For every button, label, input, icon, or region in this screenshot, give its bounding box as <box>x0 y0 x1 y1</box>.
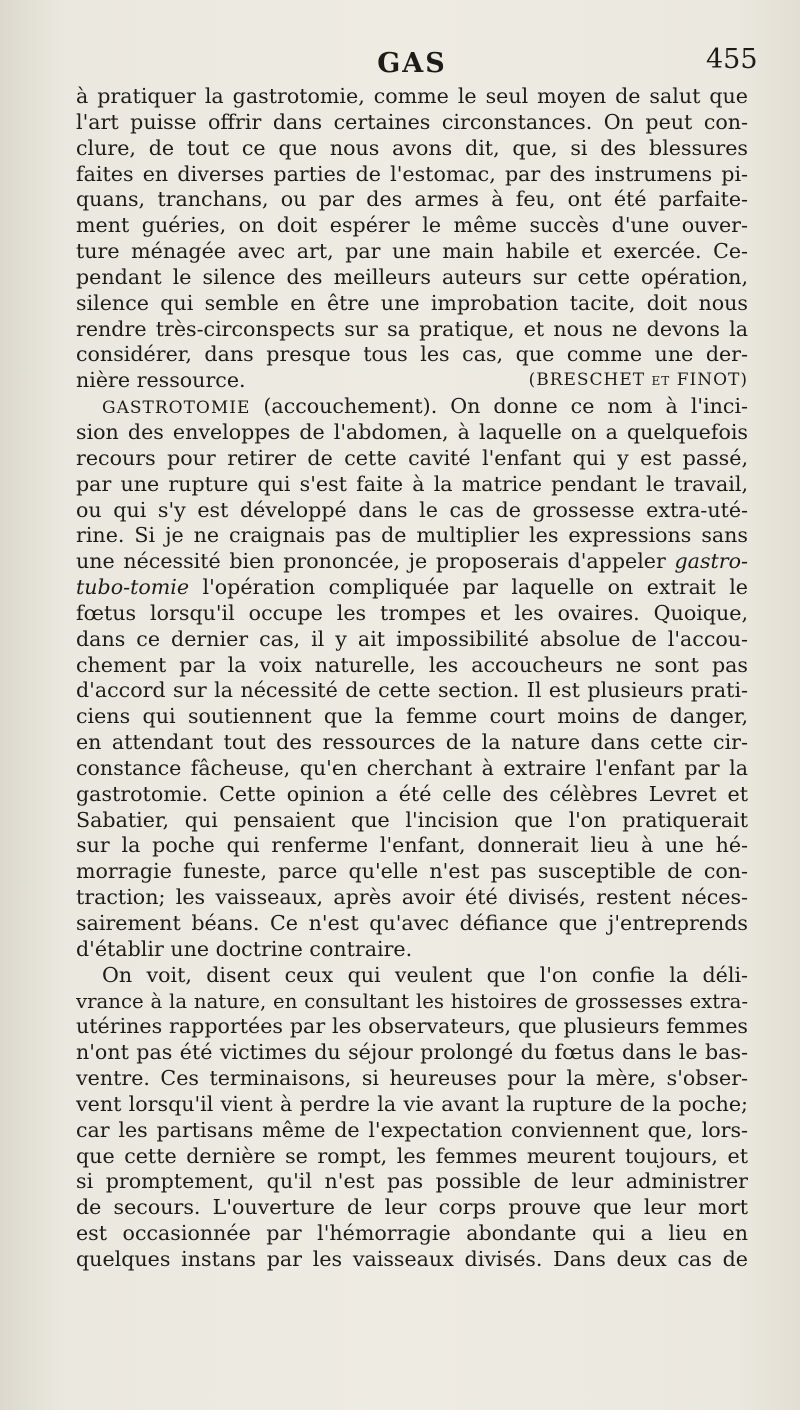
text-fragment: l'opération compliquée par laquelle on extrait le <box>189 575 748 600</box>
body-text <box>76 84 748 1273</box>
text-line: traction; les vaisseaux, après avoir été divisés, restent néces- <box>76 885 748 910</box>
running-head: GAS <box>377 48 447 79</box>
text-line: car les partisans même de l'expectation conviennent que, lors- <box>76 1117 748 1142</box>
page-header <box>0 44 800 84</box>
text-line: clure, de tout ce que nous avons dit, que, si des blessures <box>76 135 748 160</box>
text-line: d'établir une doctrine contraire. <box>76 936 413 961</box>
text-line: constance fâcheuse, qu'en cherchant à extraire l'enfant par la <box>76 755 748 780</box>
text-line: vrance à la nature, en consultant les histoires de grossesses extra- <box>76 989 748 1013</box>
text-line: quelques instans par les vaisseaux divisés. Dans deux cas de <box>76 1246 748 1271</box>
text-line: en attendant tout des ressources de la nature dans cette cir- <box>76 730 748 755</box>
text-line: sairement béans. Ce n'est qu'avec défiance que j'entreprends <box>76 911 748 935</box>
text-line: chement par la voix naturelle, les accoucheurs ne sont pas <box>76 652 748 677</box>
text-line: recours pour retirer de cette cavité l'enfant qui y est passé, <box>76 445 748 470</box>
entry-first-line <box>76 394 748 420</box>
text-line: vent lorsqu'il vient à perdre la vie avant la rupture de la poche; <box>76 1091 748 1116</box>
text-line: quans, tranchans, ou par des armes à feu, ont été parfaite- <box>76 187 748 212</box>
italic-term: gastro- <box>674 549 748 574</box>
text-line: ciens qui soutiennent que la femme court moins de danger, <box>76 704 748 729</box>
text-line: gastrotomie. Cette opinion a été celle des célèbres Levret et <box>76 781 748 806</box>
text-line-italic-term <box>76 575 748 601</box>
page-number: 455 <box>706 44 758 75</box>
text-line: ventre. Ces terminaisons, si heureuses pour la mère, s'obser- <box>76 1066 748 1091</box>
text-line: faites en diverses parties de l'estomac, par des instrumens pi- <box>76 161 748 186</box>
text-line: ou qui s'y est développé dans le cas de grossesse extra-uté- <box>76 497 748 522</box>
text-line: que cette dernière se rompt, les femmes meurent toujours, et <box>76 1143 748 1168</box>
italic-term: tubo-tomie <box>76 575 190 600</box>
text-line: silence qui semble en être une improbation tacite, doit nous <box>76 290 748 315</box>
text-line: fœtus lorsqu'il occupe les trompes et les ovaires. Quoique, <box>76 600 748 625</box>
text-line: n'ont pas été victimes du séjour prolongé du fœtus dans le bas- <box>76 1040 748 1065</box>
text-line: utérines rapportées par les observateurs, que plusieurs femmes <box>76 1014 748 1039</box>
text-line: par une rupture qui s'est faite à la matrice pendant le travail, <box>76 471 748 496</box>
text-line: sur la poche qui renferme l'enfant, donnerait lieu à une hé- <box>76 833 748 858</box>
text-line: Sabatier, qui pensaient que l'incision que l'on pratiquerait <box>76 807 748 832</box>
text-line: sion des enveloppes de l'abdomen, à laquelle on a quelquefois <box>76 419 748 444</box>
text-line: si promptement, qu'il n'est pas possible de leur administrer <box>76 1169 748 1194</box>
entry-headword: GASTROTOMIE <box>102 398 251 419</box>
text-line: à pratiquer la gastrotomie, comme le seul moyen de salut que <box>76 84 748 108</box>
text-line: dans ce dernier cas, il y ait impossibilité absolue de l'accou- <box>76 626 748 651</box>
text-line: ture ménagée avec art, par une main habile et exercée. Ce- <box>76 239 748 264</box>
text-line: rine. Si je ne craignais pas de multiplier les expressions sans <box>76 523 748 548</box>
text-line: considérer, dans presque tous les cas, que comme une der- <box>76 342 748 367</box>
text-line: est occasionnée par l'hémorragie abondante qui a lieu en <box>76 1221 748 1246</box>
text-line: l'art puisse offrir dans certaines circonstances. On peut con- <box>76 109 748 134</box>
text-line: d'accord sur la nécessité de cette section. Il est plusieurs prati- <box>76 678 748 703</box>
text-line-italic-term <box>76 549 748 575</box>
paragraph-first-line: On voit, disent ceux qui veulent que l'on confie la déli- <box>102 962 748 987</box>
author-signature: (BRESCHET et FINOT) <box>528 370 748 391</box>
text-line: pendant le silence des meilleurs auteurs sur cette opération, <box>76 264 748 289</box>
text-line: rendre très-circonspects sur sa pratique, et nous ne devons la <box>76 316 748 341</box>
text-line: ment guéries, on doit espérer le même succès d'une ouver- <box>76 213 748 238</box>
text-fragment: nière ressource. <box>76 368 246 393</box>
text-line: de secours. L'ouverture de leur corps prouve que leur mort <box>76 1195 748 1220</box>
signature-line <box>76 368 748 394</box>
text-line: morragie funeste, parce qu'elle n'est pas susceptible de con- <box>76 859 748 884</box>
text-fragment: une nécessité bien prononcée, je proposerais d'appeler <box>76 549 675 574</box>
text-fragment: (accouchement). On donne ce nom à l'inci- <box>263 394 748 419</box>
